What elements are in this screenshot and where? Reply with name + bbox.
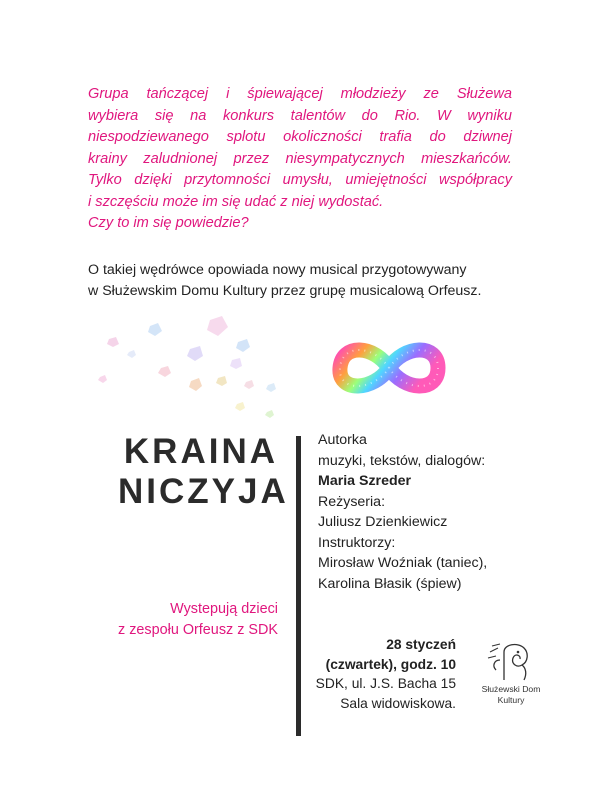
event-time: (czwartek), godz. 10 bbox=[325, 656, 456, 672]
director-name: Juliusz Dzienkiewicz bbox=[318, 514, 448, 530]
author-name: Maria Szreder bbox=[318, 473, 412, 489]
show-title bbox=[118, 432, 289, 512]
confetti-decoration bbox=[0, 0, 300, 430]
instructor-name: Mirosław Woźniak (taniec), bbox=[318, 555, 488, 571]
credits-block bbox=[318, 430, 558, 594]
event-venue: SDK, ul. J.S. Bacha 15 bbox=[315, 676, 456, 691]
logo-text: Kultury bbox=[497, 695, 525, 705]
summary-line: w Służewskim Domu Kultury przez grupę musicalową Orfeusz. bbox=[88, 282, 482, 299]
sdk-logo bbox=[466, 638, 556, 706]
performers-line-1: Wystepują dzieci bbox=[170, 601, 278, 617]
event-date: 28 styczeń bbox=[386, 637, 456, 652]
infinity-icon bbox=[330, 335, 448, 401]
event-room: Sala widowiskowa. bbox=[340, 695, 456, 711]
instructor-name: Karolina Błasik (śpiew) bbox=[318, 575, 462, 592]
intro-line: wybiera się na konkurs talentów do Rio. W wyniku bbox=[88, 107, 512, 124]
summary-line: O takiej wędrówce opowiada nowy musical przygotowywany bbox=[88, 262, 467, 278]
title-line-2: NICZYJA bbox=[118, 472, 289, 511]
instructors-label: Instruktorzy: bbox=[318, 534, 396, 551]
title-line-1: KRAINA bbox=[123, 432, 278, 471]
intro-line: Tylko dzięki przytomności umysłu, umiejętności współpracy bbox=[88, 172, 512, 188]
director-label: Reżyseria: bbox=[318, 493, 386, 510]
author-label: Autorka bbox=[318, 432, 367, 448]
performers-line-2: z zespołu Orfeusz z SDK bbox=[118, 621, 278, 638]
intro-line: Grupa tańczącej i śpiewającej młodzieży ze Służewa bbox=[88, 86, 512, 102]
performers-note bbox=[100, 599, 278, 640]
author-label: muzyki, tekstów, dialogów: bbox=[318, 452, 486, 469]
event-details bbox=[300, 635, 456, 713]
intro-line: Czy to im się powiedzie? bbox=[88, 215, 249, 231]
ram-logo-icon bbox=[482, 638, 540, 684]
intro-line: niespodziewanego splotu okoliczności trafia do dziwnej bbox=[88, 129, 512, 145]
intro-line: i szczęściu może im się udać z niej wydostać. bbox=[88, 193, 384, 210]
logo-text: Służewski Dom bbox=[481, 684, 541, 694]
intro-line: krainy zaludnionej przez niesympatycznych mieszkańców. bbox=[88, 150, 512, 167]
